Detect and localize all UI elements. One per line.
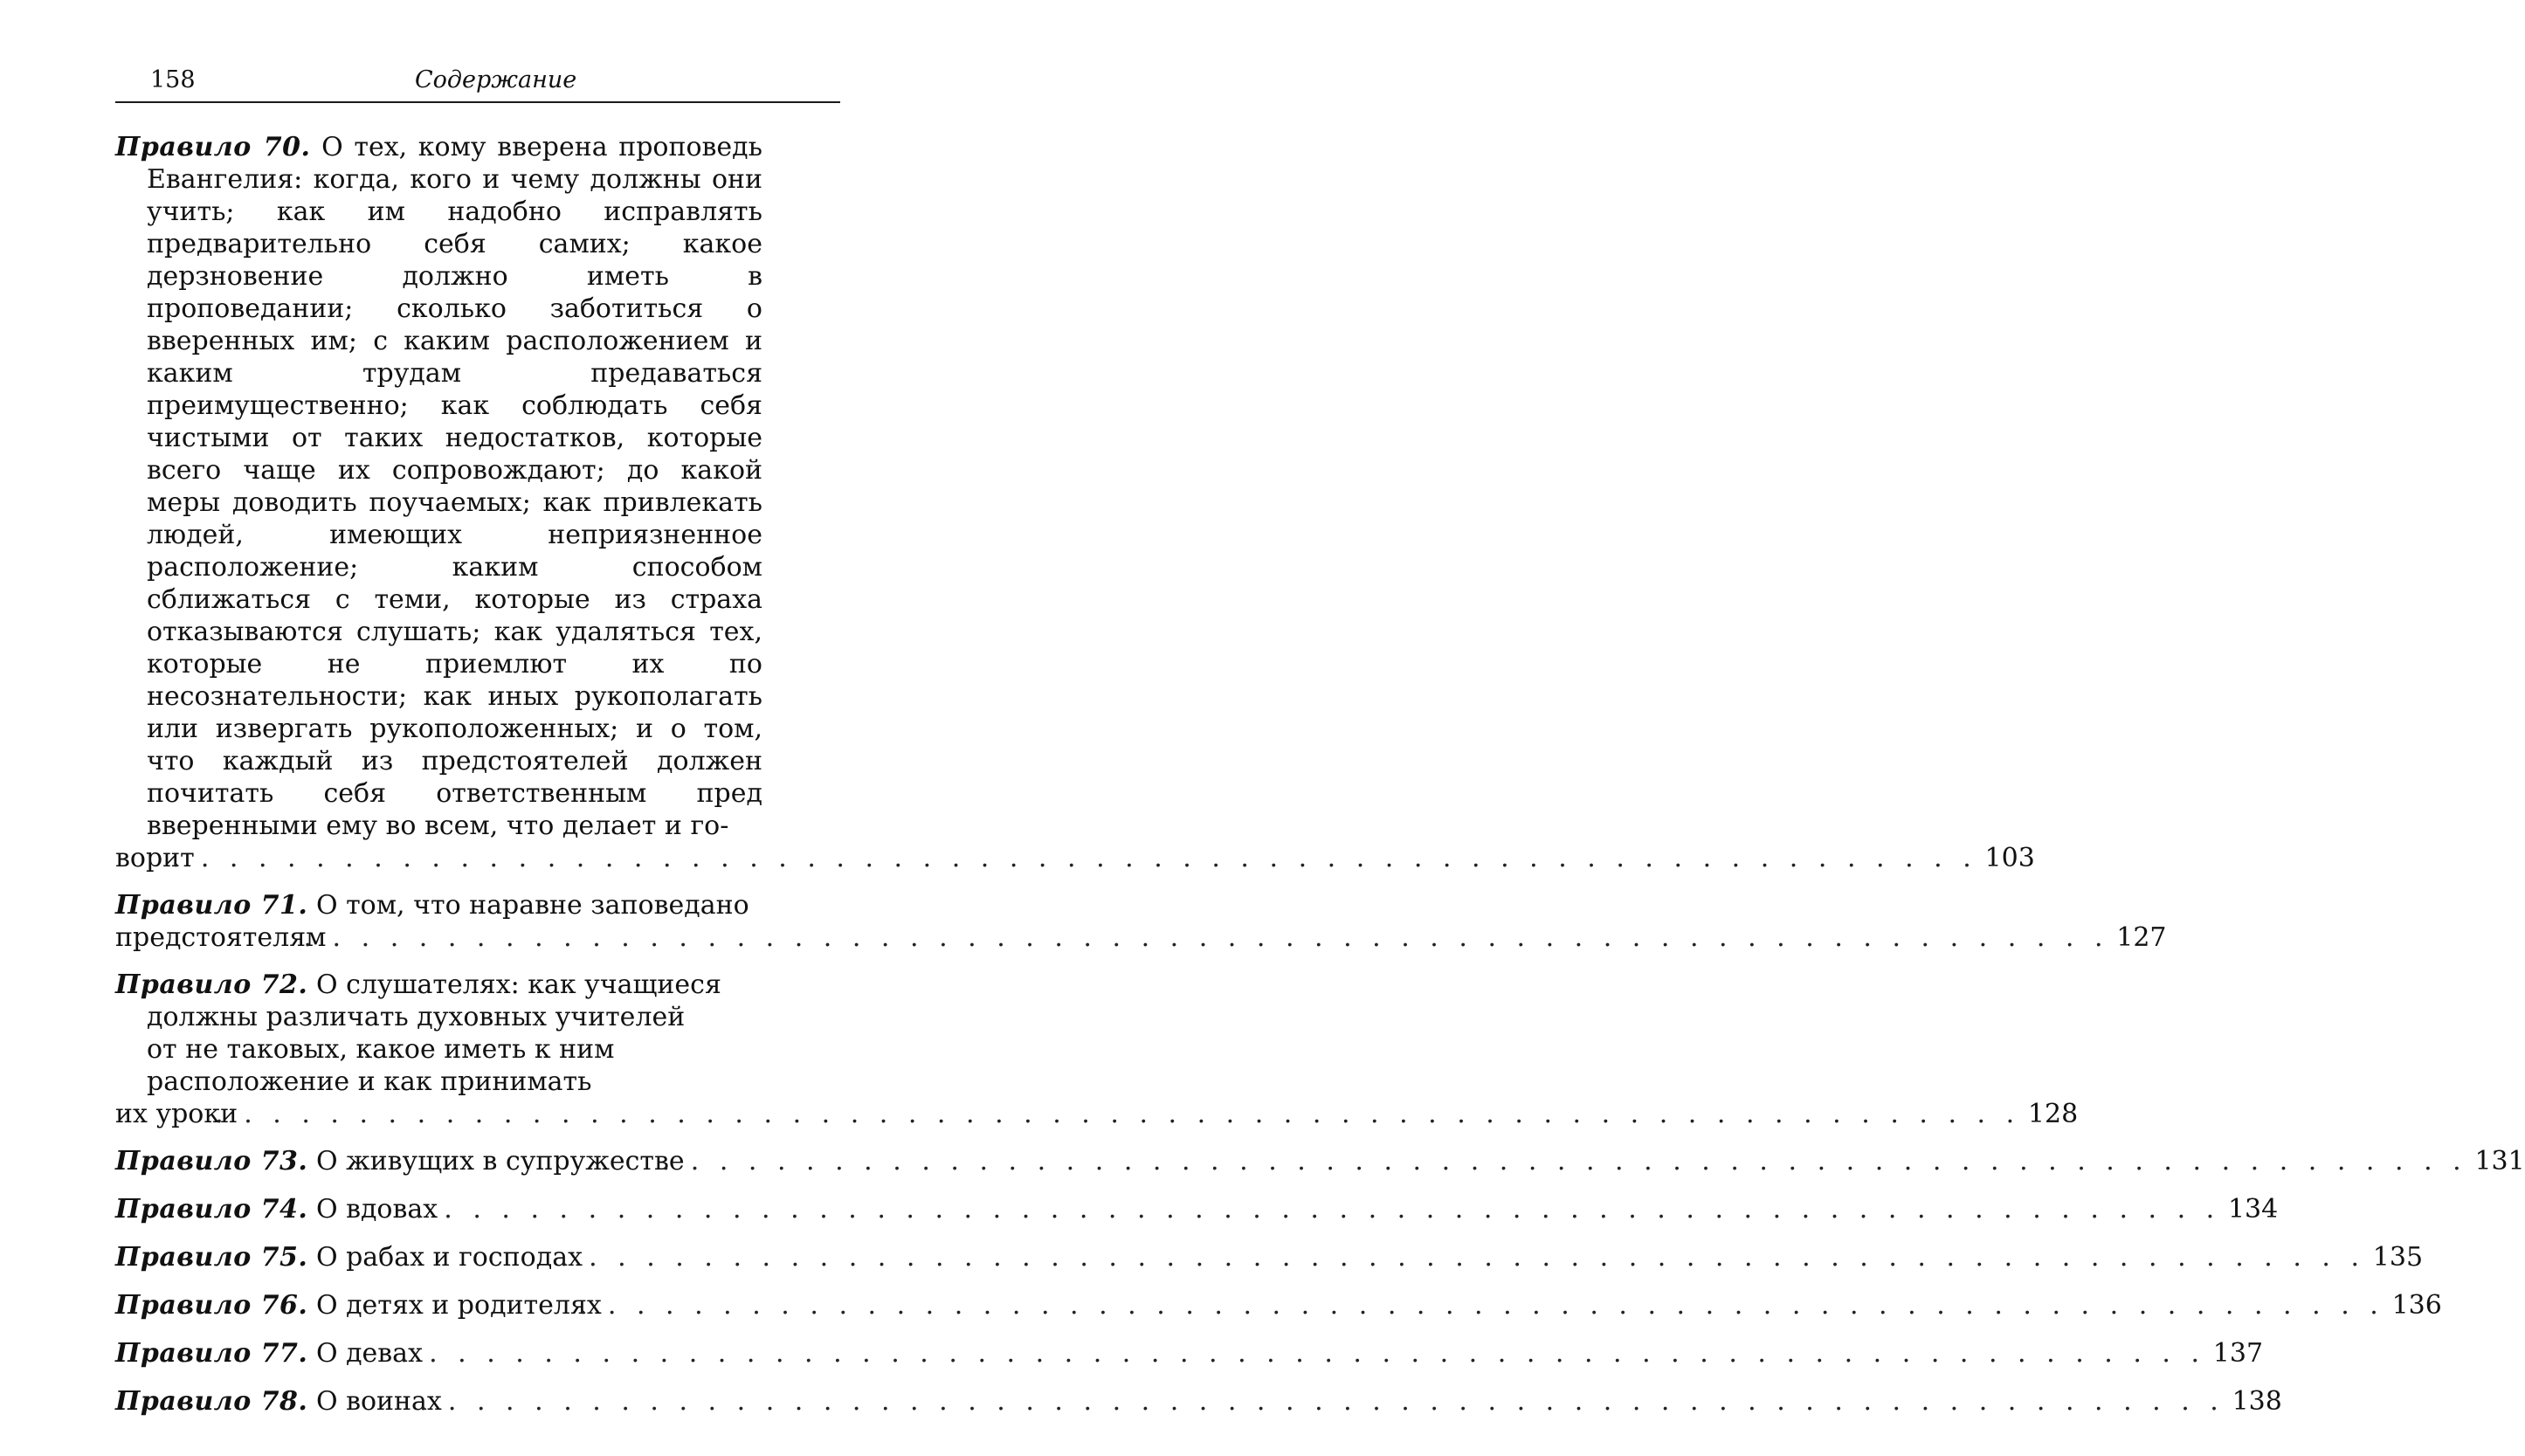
dot-leader: . . . . . . . . . . . . . . . . . . . . . . . . . . . . . . . . . . . . . . . . . . . . . . . . . . . . . . . . . . . . . . . [578, 1290, 2384, 1321]
page-reference: 134 [2227, 1194, 2279, 1225]
page-reference: 137 [2212, 1338, 2264, 1369]
toc-leader-line [115, 1289, 2442, 1321]
dot-leader: . . . . . . . . . . . . . . . . . . . . . . . . . . . . . . . . . . . . . . . . . . . . . . . . . . . . . . . . . . . . . . . [215, 1099, 2021, 1129]
rule-label: Правило 70. [115, 132, 311, 162]
page-reference: 131 [2474, 1146, 2525, 1177]
toc-leader-line [115, 1337, 2264, 1370]
toc-entry-76 [115, 1289, 2442, 1321]
toc-leader-line [115, 842, 2035, 874]
dot-leader: . . . . . . . . . . . . . . . . . . . . . . . . . . . . . . . . . . . . . . . . . . . . . . . . . . . . . . . . . . . . . . . [171, 843, 1977, 873]
page-reference: 136 [2391, 1290, 2442, 1321]
rule-description: О вдовах [315, 1194, 438, 1225]
rule-label: Правило 78. [115, 1386, 308, 1417]
dot-leader: . . . . . . . . . . . . . . . . . . . . . . . . . . . . . . . . . . . . . . . . . . . . . . . . . . . . . . . . . . . . . . . [303, 922, 2109, 953]
toc-entry-72 [115, 969, 2079, 1130]
rule-label: Правило 75. [115, 1242, 308, 1273]
rule-description-end: ворит [115, 843, 195, 873]
toc-entry-body [115, 131, 762, 842]
rule-description-end: их уроки [115, 1099, 238, 1129]
page-reference: 127 [2116, 922, 2167, 953]
rule-label: Правило 76. [115, 1290, 308, 1321]
rule-description: О детях и родителях [315, 1290, 602, 1321]
toc-entry-body [115, 969, 723, 1098]
rule-label: Правило 74. [115, 1194, 308, 1225]
toc-entry-78 [115, 1385, 2282, 1418]
page-number: 158 [150, 66, 196, 93]
page-reference: 103 [1984, 843, 2035, 873]
rule-description-end: предстоятелям [115, 922, 327, 953]
toc-leader-line [115, 921, 2167, 954]
toc-leader-line [115, 1145, 2525, 1177]
toc-leader-line [115, 1098, 2079, 1130]
rule-description: О воинах [315, 1386, 442, 1417]
dot-leader: . . . . . . . . . . . . . . . . . . . . . . . . . . . . . . . . . . . . . . . . . . . . . . . . . . . . . . . . . . . . . . . [415, 1194, 2221, 1225]
dot-leader: . . . . . . . . . . . . . . . . . . . . . . . . . . . . . . . . . . . . . . . . . . . . . . . . . . . . . . . . . . . . . . . [560, 1242, 2366, 1273]
rule-label: Правило 72. [115, 970, 308, 1000]
rule-description: О девах [315, 1338, 423, 1369]
page-reference: 138 [2232, 1386, 2282, 1417]
toc-leader-line [115, 1193, 2279, 1225]
rule-label: Правило 77. [115, 1338, 308, 1369]
page-reference: 135 [2372, 1242, 2424, 1273]
rule-description: О том, что наравне заповедано [315, 890, 749, 921]
toc-leader-line [115, 1385, 2282, 1418]
running-head [115, 63, 840, 103]
dot-leader: . . . . . . . . . . . . . . . . . . . . . . . . . . . . . . . . . . . . . . . . . . . . . . . . . . . . . . . . . . . . . . . [400, 1338, 2206, 1369]
dot-leader: . . . . . . . . . . . . . . . . . . . . . . . . . . . . . . . . . . . . . . . . . . . . . . . . . . . . . . . . . . . . . . . [418, 1386, 2225, 1417]
toc-entry-body [115, 1289, 602, 1321]
toc-entry-75 [115, 1241, 2424, 1273]
toc-entry-body [115, 1145, 685, 1177]
rule-description: О слушателях: как учащиеся должны различать духовных учителей от не таковых, какое иметь к ним расположение и как принимать [147, 970, 721, 1097]
dot-leader: . . . . . . . . . . . . . . . . . . . . . . . . . . . . . . . . . . . . . . . . . . . . . . . . . . . . . . . . . . . . . . . [661, 1146, 2467, 1177]
toc-entry-body [115, 1385, 442, 1418]
page-reference: 128 [2027, 1099, 2079, 1129]
toc-entry-body [115, 889, 762, 921]
toc-entry-74 [115, 1193, 2279, 1225]
toc-entry-body [115, 1337, 423, 1370]
rule-label: Правило 73. [115, 1146, 308, 1177]
toc-entry-body [115, 1241, 583, 1273]
toc-entry-body [115, 1193, 438, 1225]
rule-label: Правило 71. [115, 890, 308, 921]
toc-entry-73 [115, 1145, 2525, 1177]
toc-entry-71 [115, 889, 2167, 954]
toc-entry-70 [115, 131, 2035, 874]
rule-description: О тех, кому вверена проповедь Евангелия: когда, кого и чему должны они учить; как им надобно исправлять предварительно себя самих; какое дерзновение должно иметь в проповедании; сколько заботиться о вверенных им; с каким расположением и каким трудам предаваться преимущественно; как соблюдать себя чистыми от таких недостатков, которые всего чаще их сопровождают; до какой меры доводить поучаемых; как привлекать людей, имеющих неприязненное расположение; каким способом сближаться с теми, которые из страха отказываются слушать; как удаляться тех, которые не приемлют их по несознательности; как иных рукополагать или извергать рукоположенных; и о том, что каждый из предстоятелей должен почитать себя ответственным пред вверенными ему во всем, что делает и го- [147, 132, 762, 841]
rule-description: О живущих в супружестве [315, 1146, 685, 1177]
toc-leader-line [115, 1241, 2424, 1273]
toc-entry-77 [115, 1337, 2264, 1370]
rule-description: О рабах и господах [315, 1242, 583, 1273]
table-of-contents [115, 131, 2525, 1433]
section-title: Содержание [415, 66, 577, 93]
